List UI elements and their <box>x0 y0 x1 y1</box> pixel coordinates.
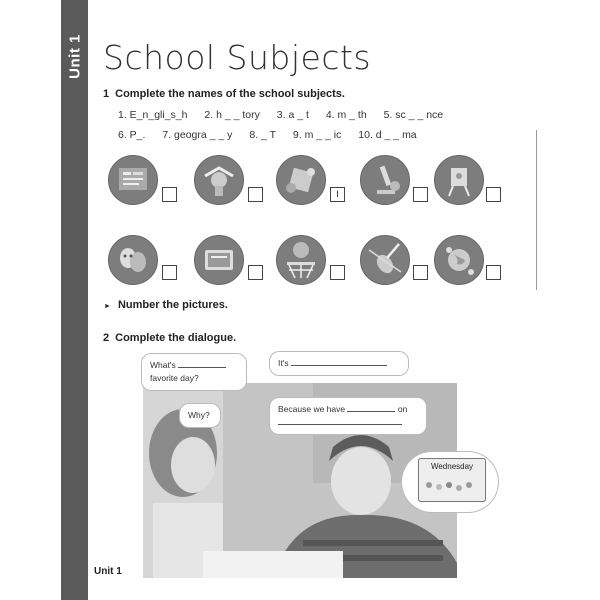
word-9[interactable]: 9. m _ _ ic <box>292 129 342 141</box>
exercise-1-instruction <box>103 88 345 100</box>
margin-divider <box>536 130 537 290</box>
answer-box[interactable] <box>248 265 263 280</box>
tablet-icon <box>194 235 244 285</box>
bubble-4-text-b: on <box>397 404 408 414</box>
answer-line[interactable] <box>278 424 402 425</box>
word-row-1 <box>118 109 457 121</box>
answer-line[interactable] <box>291 365 387 366</box>
bubble-4-text-a: Because we have <box>278 404 346 414</box>
answer-box[interactable] <box>486 265 501 280</box>
word-1[interactable]: 1. E_n_gli_s_h <box>118 109 188 121</box>
bubble-2-text: It's <box>278 358 289 368</box>
sub-instruction-text: Number the pictures. <box>117 299 228 311</box>
footer-unit: Unit 1 <box>94 566 122 577</box>
answer-box[interactable] <box>486 187 501 202</box>
bubble-why <box>180 404 220 427</box>
history-picture-icon <box>194 155 244 205</box>
bullet-arrow-icon: ► <box>104 303 111 310</box>
word-4[interactable]: 4. m _ th <box>325 109 367 121</box>
answer-line[interactable] <box>178 367 226 368</box>
calendar-icon <box>418 458 486 502</box>
word-3[interactable]: 3. a _ t <box>276 109 309 121</box>
bubble-3-text: Why? <box>188 410 210 420</box>
word-5[interactable]: 5. sc _ _ nce <box>383 109 444 121</box>
answer-box[interactable] <box>162 187 177 202</box>
picture-row-1 <box>108 155 488 205</box>
globe-icon <box>434 235 484 285</box>
drama-masks-icon <box>108 235 158 285</box>
calendar-day: Wednesday <box>430 462 474 471</box>
english-picture-icon <box>108 155 158 205</box>
bubble-question <box>142 354 246 390</box>
word-10[interactable]: 10. d _ _ ma <box>358 129 417 141</box>
answer-box[interactable] <box>162 265 177 280</box>
answer-line[interactable] <box>347 411 395 412</box>
word-7[interactable]: 7. geogra _ _ y <box>162 129 233 141</box>
exercise-1-number: 1 <box>103 88 110 100</box>
word-row-2 <box>118 129 431 141</box>
violin-icon <box>360 235 410 285</box>
art-easel-icon <box>434 155 484 205</box>
science-microscope-icon <box>360 155 410 205</box>
basketball-hoop-icon <box>276 235 326 285</box>
picture-row-2 <box>108 235 488 285</box>
bubble-answer <box>270 352 408 375</box>
exercise-2-text: Complete the dialogue. <box>115 332 237 344</box>
bubble-because <box>270 398 426 434</box>
it-picture-icon <box>276 155 326 205</box>
sub-instruction <box>104 299 228 311</box>
answer-box[interactable] <box>413 187 428 202</box>
unit-label: Unit 1 <box>66 34 84 79</box>
page-number: 4 <box>130 566 137 578</box>
answer-box[interactable] <box>330 265 345 280</box>
bubble-1-text-a: What's <box>150 360 176 370</box>
exercise-2-number: 2 <box>103 332 110 344</box>
page-title: School Subjects <box>103 38 372 77</box>
exercise-2-instruction <box>103 332 236 344</box>
exercise-1-text: Complete the names of the school subjects. <box>115 88 345 100</box>
word-6[interactable]: 6. P_. <box>118 129 146 141</box>
answer-box[interactable]: I <box>330 187 345 202</box>
bubble-1-text-b: favorite day? <box>150 373 199 383</box>
answer-box[interactable] <box>248 187 263 202</box>
word-8[interactable]: 8. _ T <box>249 129 276 141</box>
answer-box[interactable] <box>413 265 428 280</box>
word-2[interactable]: 2. h _ _ tory <box>204 109 260 121</box>
